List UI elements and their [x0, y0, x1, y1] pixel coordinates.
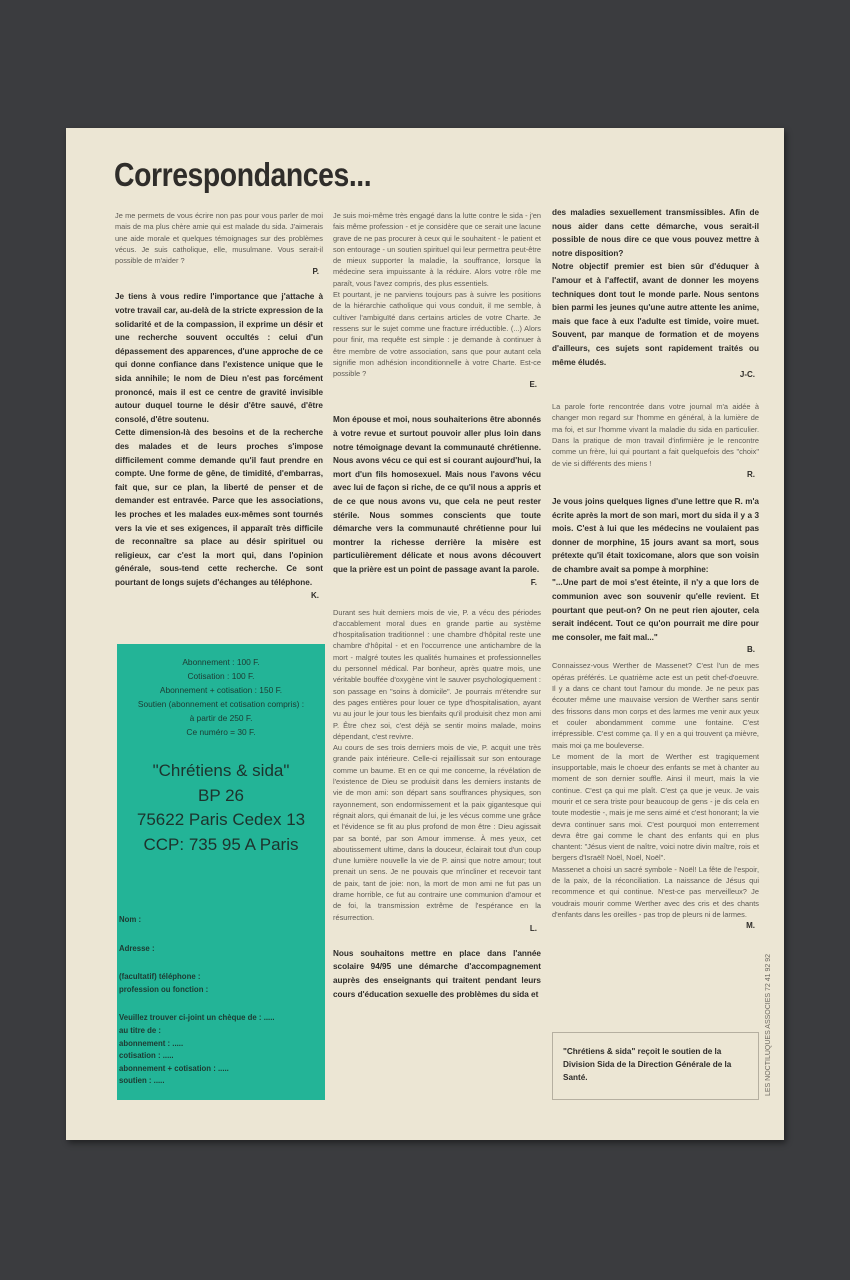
letter-e-paragraph-1: Je suis moi-même très engagé dans la lutte contre le sida - j'en fais même profession - et je considère que ce serait une lacune grave de ne pas procurer à ceux qui le souhaitent - le patient et son entourage - un soutien spirituel qui leur permettra peut-être de mieux supporter la maladie, la souffrance, lorsque la médecine sera impuissante à la réduire. Alors votre rôle me paraît, vous l'avez compris, des plus essentiels.: [333, 211, 541, 288]
rate-soutien-min: à partir de 250 F.: [189, 713, 253, 723]
right-column: [552, 206, 759, 930]
letter-m-paragraph-1: Connaissez-vous Werther de Massenet? C'est l'un de mes opéras préférés. Le quatrième acte est un petit chef-d'oeuvre. Il y a dans ce chant tout l'amour du monde. Je ne peux pas écouter même une mauvaise version de Werther sans sentir des frissons dans mon corps et des larmes me venir aux yeux et couler abondamment comme une fontaine. C'est irrépressible. C'est comme ça. Il y en a qui trouvent ça mièvre, mais moi ça me bouleverse.: [552, 661, 759, 750]
address-org: "Chrétiens & sida": [152, 761, 290, 780]
letter-jc-paragraph-2: Notre objectif premier est bien sûr d'éduquer à l'amour et à l'affectif, avant de donner les moyens techniques dont tout le monde parle. Nous sentons bien parmi les jeunes qu'une autre attente les anime, mais que face à eux l'adulte est timide, voire muet. Souvent, par manque de formation et de moyens d'ailleurs, ces sujets sont rapidement traités ou même éludés.: [552, 262, 759, 367]
form-cheque-field[interactable]: Veuillez trouver ci-joint un chèque de : .....: [119, 1013, 275, 1023]
subscription-rates: [117, 655, 325, 739]
rate-soutien: Soutien (abonnement et cotisation compris) :: [137, 699, 305, 709]
letter-l-signature: L.: [529, 923, 537, 933]
form-adresse-field[interactable]: Adresse :: [119, 943, 155, 953]
form-soutien-field[interactable]: soutien : .....: [119, 1076, 165, 1086]
letter-m-paragraph-2: Le moment de la mort de Werther est tragiquement insupportable, mais le choeur des enfants se met à chanter au moment de son dernier souffle. Ainsi il meurt, mais la vie continue. C'est ça qui me plaît. C'est ça que je veux. Je vais mourir et ce sera triste pour beaucoup de gens - je dis cela en toute modestie -, mais je me sens aimé et c'est honorant; la vie devra continuer sans moi. C'est pourquoi mon enterrement devra être gai comme le chant des enfants qui en plus chantent: "Jésus vient de naître, voici notre divin maître, rois et bergers d'Israël! Noël, Noël, Noël".: [552, 751, 759, 863]
page-title: Correspondances...: [114, 156, 372, 193]
form-cotisation-field[interactable]: cotisation : .....: [119, 1051, 174, 1061]
address-city: 75622 Paris Cedex 13: [136, 810, 306, 829]
subscription-form: [117, 914, 325, 1088]
letter-jc-signature: J-C.: [739, 370, 755, 380]
rate-cotisation: Cotisation : 100 F.: [187, 671, 255, 681]
letter-b-signature: B.: [747, 645, 755, 655]
letter-b-quote: "...Une part de moi s'est éteinte, il n'y a que lors de communion avec son souvenir qu'elle revient. Et pourtant que peut-on? On ne peut rien ajouter, cela serait indécent. Tout ce qu'on pourrait me dire pour me consoler, me fait mal...": [552, 578, 759, 642]
letter-m-paragraph-3: Massenet a choisi un sacré symbole - Noël! La fête de l'espoir, de la paix, de la réconciliation. La naissance de Jésus qui recommence et qui continue. N'est-ce pas merveilleux? Je voudrais mourir comme Werther avec des cris et des chants d'enfants dans les oreilles - pas trop de pleurs ni de larmes.: [552, 864, 759, 919]
printer-credit: LES NOCTILUQUES ASSOCIES 72 41 92 92: [765, 953, 772, 1096]
rate-abonnement-cotisation: Abonnement + cotisation : 150 F.: [159, 685, 283, 695]
form-titre-label: au titre de :: [119, 1025, 162, 1035]
letter-f-signature: F.: [530, 577, 537, 587]
rate-abonnement: Abonnement : 100 F.: [182, 657, 260, 667]
letter-k-signature: K.: [311, 590, 319, 600]
letter-k-paragraph-1: Je tiens à vous redire l'importance que j'attache à votre travail car, au-delà de la stricte expression de la solidarité et de la compassion, il exprime un désir et une recherche souvent occultés : celui d'un dépassement des apparences, d'une approche de ce qui donne confiance dans l'existence unique que le sida annihile; le nom de Dieu n'est pas forcément prononcé, mais il est ce centre de gravité invisible autour duquel tourne le désir d'être sauvé, d'être consolé, d'être soutenu.: [115, 292, 323, 424]
subscription-box: [117, 644, 325, 1100]
letter-jc-paragraph-1: des maladies sexuellement transmissibles. Afin de nous aider dans cette démarche, vous serait-il possible de nous dire ce que vous pouvez mettre à notre disposition?: [552, 208, 759, 258]
newsletter-page: [66, 128, 784, 1140]
letter-f-text: Mon épouse et moi, nous souhaiterions être abonnés à votre revue et surtout pouvoir aller plus loin dans notre témoignage devant la communauté chrétienne. Nous avons vécu ce qui est si courant aujourd'hui, la mort d'un fils homosexuel. Mais nous l'avons vécu avec lui de façon si riche, de ce qu'il nous a appris et de ce que nous avons vu, que cela ne peut rester stérile. Nous sommes conscients que toute démarche vers la communauté chrétienne pour lui montrer la richesse derrière la misère est particulièrement délicate et nous avons découvert que la prière est un point de passage avant la parole.: [333, 415, 541, 574]
letter-e-paragraph-2: Et pourtant, je ne parviens toujours pas à suivre les positions de la hiérarchie catholique qui vous conduit, il me semble, à cultiver l'ambiguïté dans certains articles de votre Charte. Je ressens sur le sujet comme une fracture irréductible. (...) Alors pour finir, ma requête est simple : je demande à continuer à être membre de votre association, sans que pour autant cela signifie mon adhésion inconditionnelle à votre Charte. Est-ce possible ?: [333, 290, 541, 379]
address-bp: BP 26: [197, 785, 244, 805]
letter-r-signature: R.: [747, 469, 755, 479]
form-telephone-field[interactable]: (facultatif) téléphone :: [119, 972, 201, 982]
letter-r-text: La parole forte rencontrée dans votre journal m'a aidée à changer mon regard sur l'homme en général, à la lumière de ma foi, et sur l'homme vivant la maladie du sida en particulier. Dans la pratique de mon travail d'infirmière je le rencontre comme un frère, lui qui pourtant a fait quelquefois des "choix" de vie si différents des miens !: [552, 402, 759, 468]
form-profession-field[interactable]: profession ou fonction :: [119, 984, 209, 994]
address-ccp: CCP: 735 95 A Paris: [143, 834, 299, 854]
letter-k-paragraph-2: Cette dimension-là des besoins et de la recherche des malades et de leurs proches s'impose difficilement comme demande qu'il faut prendre en compte. Une forme de gêne, de timidité, d'embarras, fait que, sur ce plan, la liberté de penser et de demander est entravée. Parce que les associations, les proches et les malades eux-mêmes sont tournés vers la vie et ses exigences, il apparaît très difficile de reconnaître sa place au désir spirituel ou religieux, car c'est la mort qui, dans l'opinion générale, sous-tend cette recherche. Ce sont pourtant de longs sujets d'échanges au téléphone.: [115, 428, 323, 587]
letter-e-signature: E.: [529, 380, 537, 390]
postal-address: [117, 759, 325, 857]
rate-numero: Ce numéro = 30 F.: [186, 727, 256, 737]
middle-column: [333, 210, 541, 1001]
letter-m-signature: M.: [746, 921, 755, 931]
form-nom-field[interactable]: Nom :: [119, 915, 142, 924]
letter-l-paragraph-1: Durant ses huit derniers mois de vie, P. a vécu des périodes d'accablement moral dues en grande partie au système d'hospitalisation traditionnel : une chambre d'hôpital reste une chambre d'hôpital - et en l'occurrence une antichambre de la mort - malgré toutes les qualités humaines et professionnelles du personnel médical. Par bonheur, après quatre mois, une véritable bouffée d'oxygène vint le sauver psychologiquement : son passage en "soins à domicile". Je pourrais m'étendre sur des pages entières pour louer ce type d'hospitalisation, ayant vu au jour le jour tous les bienfaits qu'il produisit chez mon ami P. Être chez soi, c'est déjà se sentir moins malade, moins dépendant, c'est revivre.: [333, 607, 541, 741]
letter-school-text: Nous souhaitons mettre en place dans l'année scolaire 94/95 une démarche d'accompagnement auprès des enseignants qui traitent pendant leurs cours d'éducation sexuelle des problèmes du sida et: [333, 948, 541, 999]
letter-p-text: Je me permets de vous écrire non pas pour vous parler de moi mais de ma plus chère amie qui est malade du sida. J'aimerais une aide morale et quelques témoignages sur des problèmes vécus. Je suis catholique, elle, musulmane. Vous serait-il possible de m'aider ?: [115, 211, 323, 266]
letter-b-paragraph-1: Je vous joins quelques lignes d'une lettre que R. m'a écrite après la mort de son mari, mort du sida il y a 3 mois. C'est à lui que les médecins ne voulaient pas donner de morphine, 15 jours avant sa mort, sous prétexte qu'il était toxicomane, alors que son voisin de chambre avait sa pompe à morphine:: [552, 496, 759, 574]
form-abonnement-field[interactable]: abonnement : .....: [119, 1038, 184, 1048]
support-notice: "Chrétiens & sida" reçoit le soutien de la Division Sida de la Direction Générale de la Santé.: [552, 1032, 759, 1100]
letter-l-paragraph-2: Au cours de ses trois derniers mois de vie, P. acquit une très grande paix intérieure. Celle-ci rejaillissait sur son entourage comme un baume. Et en ce qui me concerne, la révélation de l'existence de Dieu se produisit dans les derniers instants de vie de mon ami: son départ sans souffrances physiques, son rayonnement, son endormissement et la paix gigantesque qui régnait alors, qui émanait de lui, je les vécus comme une grâce et l'évidence se fit au plus profond de mon être : Dieu agissait par sa bonté, par son Amour immense. À mes yeux, cet aboutissement ultime, dans la douceur, éclairait tout d'un coup d'une lumière nouvelle la vie de P. ainsi que notre amour; tout prenait un sens. Je ne pouvais que m'incliner et recevoir tant de paix, tant de joie: non, la mort de mon ami ne fut pas un drame horrible, ce fut au contraire une communion d'amour et de foi, la transmission extrême de l'espérance en la résurrection.: [333, 743, 541, 922]
left-column: [115, 210, 323, 600]
form-abonnement-cotisation-field[interactable]: abonnement + cotisation : .....: [119, 1063, 229, 1073]
letter-p-signature: P.: [312, 267, 319, 277]
